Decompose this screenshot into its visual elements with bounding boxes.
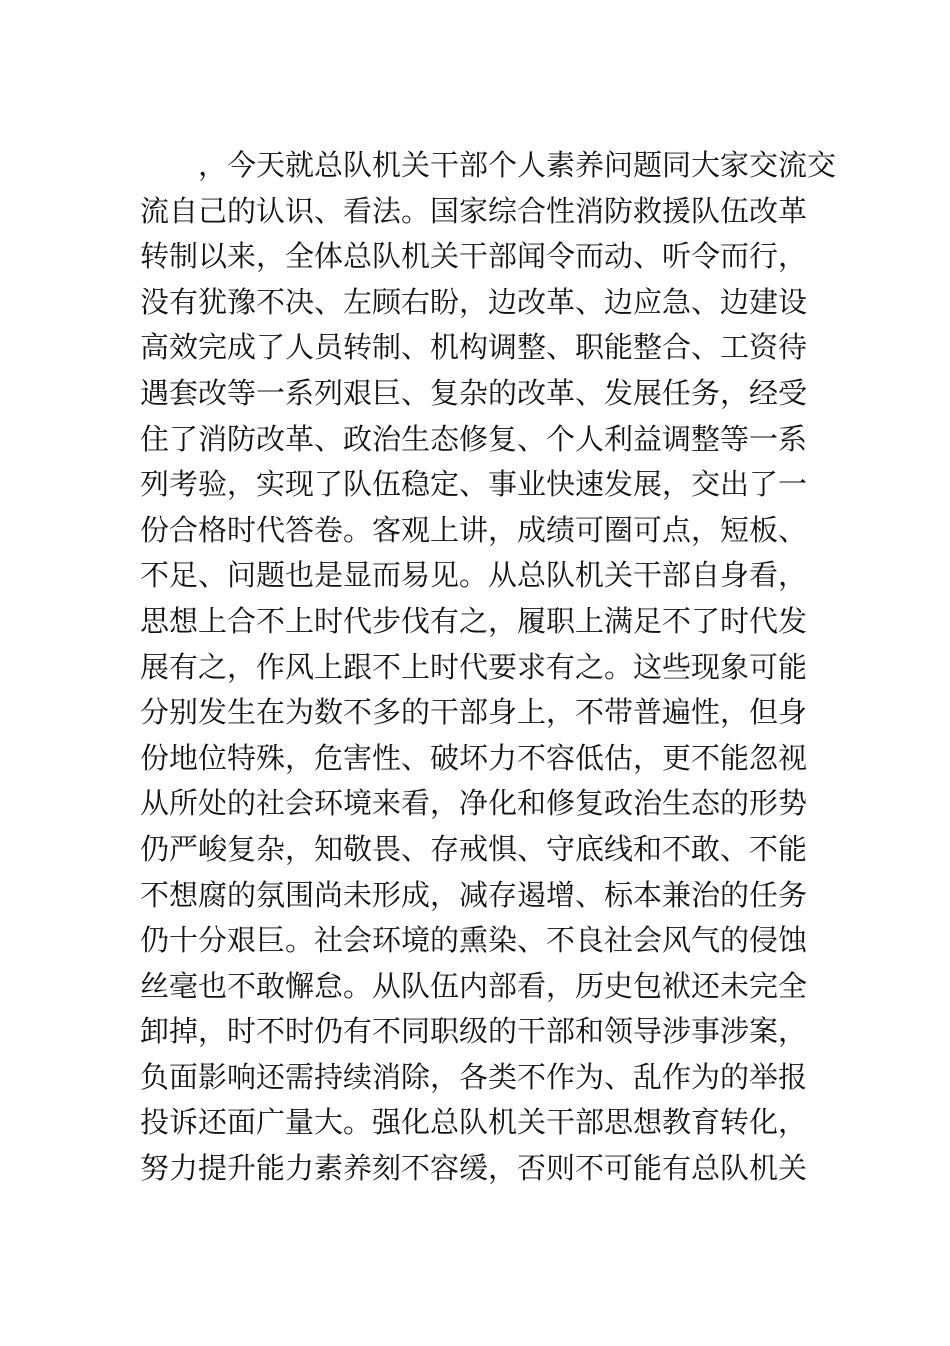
text-line-23: 努力提升能力素养刻不容缓，否则不可能有总队机关 <box>140 1151 808 1186</box>
text-line-9: 份合格时代答卷。客观上讲，成绩可圈可点，短板、 <box>140 512 808 547</box>
text-line-7: 住了消防改革、政治生态修复、个人利益调整等一系 <box>140 421 808 456</box>
text-line-12: 展有之，作风上跟不上时代要求有之。这些现象可能 <box>140 649 808 684</box>
body-paragraph <box>140 143 860 1192</box>
text-line-21: 负面影响还需持续消除，各类不作为、乱作为的举报 <box>140 1059 808 1094</box>
text-line-18: 仍十分艰巨。社会环境的熏染、不良社会风气的侵蚀 <box>140 923 808 958</box>
text-line-17: 不想腐的氛围尚未形成，减存遏增、标本兼治的任务 <box>140 877 808 912</box>
text-line-2: 流自己的认识、看法。国家综合性消防救援队伍改革 <box>140 193 808 228</box>
text-line-8: 列考验，实现了队伍稳定、事业快速发展，交出了一 <box>140 467 808 502</box>
text-line-14: 份地位特殊，危害性、破坏力不容低估，更不能忽视 <box>140 740 808 775</box>
text-line-11: 思想上合不上时代步伐有之，履职上满足不了时代发 <box>140 603 808 638</box>
text-line-16: 仍严峻复杂，知敬畏、存戒惧、守底线和不敢、不能 <box>140 831 808 866</box>
text-line-6: 遇套改等一系列艰巨、复杂的改革、发展任务，经受 <box>140 375 808 410</box>
text-line-19: 丝毫也不敢懈怠。从队伍内部看，历史包袱还未完全 <box>140 968 808 1003</box>
text-line-20: 卸掉，时不时仍有不同职级的干部和领导涉事涉案， <box>140 1014 808 1049</box>
text-line-3: 转制以来，全体总队机关干部闻令而动、听令而行， <box>140 239 808 274</box>
text-line-10: 不足、问题也是显而易见。从总队机关干部自身看， <box>140 558 808 593</box>
text-line-5: 高效完成了人员转制、机构调整、职能整合、工资待 <box>140 330 808 365</box>
text-line-15: 从所处的社会环境来看，净化和修复政治生态的形势 <box>140 786 808 821</box>
text-line-4: 没有犹豫不决、左顾右盼，边改革、边应急、边建设 <box>140 284 808 319</box>
text-line-13: 分别发生在为数不多的干部身上，不带普遍性，但身 <box>140 695 808 730</box>
text-line-1: ，今天就总队机关干部个人素养问题同大家交流交 <box>198 148 837 182</box>
text-line-22: 投诉还面广量大。强化总队机关干部思想教育转化， <box>140 1105 808 1140</box>
